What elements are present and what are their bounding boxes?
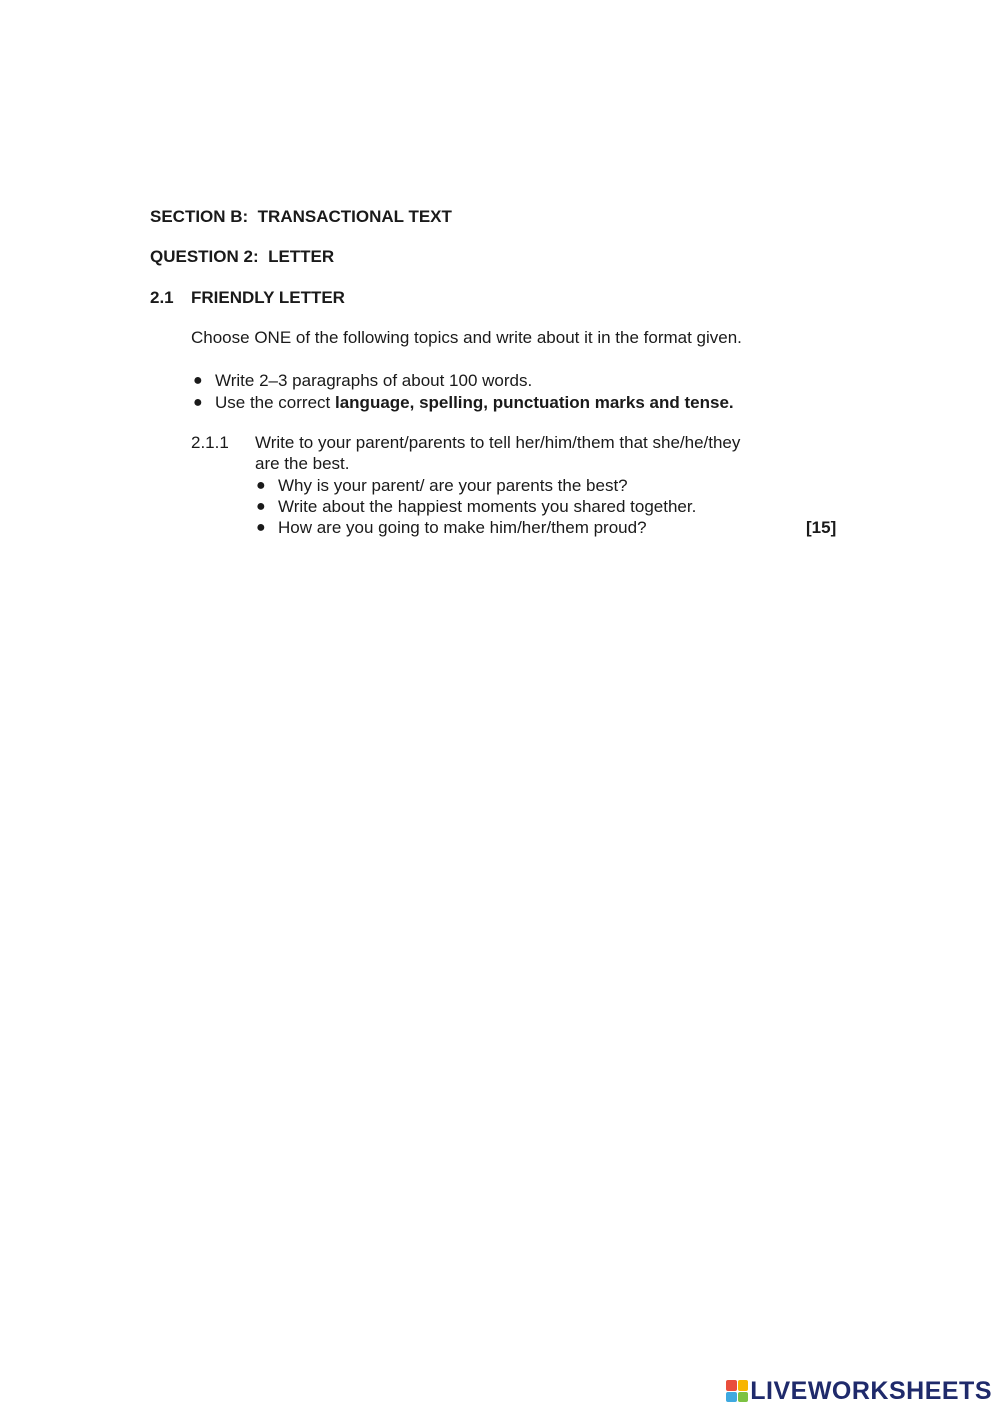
marks-label: [15] <box>806 518 837 537</box>
guideline-item: Write 2–3 paragraphs of about 100 words. <box>215 371 533 390</box>
liveworksheets-icon <box>726 1380 748 1402</box>
topic-prompt: How are you going to make him/her/them proud? <box>278 518 647 537</box>
bullet-icon: ● <box>256 498 266 515</box>
instruction-text: Choose ONE of the following topics and write about it in the format given. <box>191 328 742 347</box>
topic-number: 2.1.1 <box>191 433 229 452</box>
section-title: SECTION B: TRANSACTIONAL TEXT <box>150 207 452 226</box>
liveworksheets-brand: LIVEWORKSHEETS <box>750 1376 992 1405</box>
bullet-icon: ● <box>193 394 203 411</box>
topic-prompt: Why is your parent/ are your parents the best? <box>278 476 628 495</box>
subsection-number: 2.1 <box>150 288 174 307</box>
topic-line-2: are the best. <box>255 454 350 473</box>
topic-line-1: Write to your parent/parents to tell her/him/them that she/he/they <box>255 433 741 452</box>
bullet-icon: ● <box>193 372 203 389</box>
topic-prompt: Write about the happiest moments you shared together. <box>278 497 697 516</box>
subsection-title: FRIENDLY LETTER <box>191 288 345 307</box>
guideline-plain-text: Use the correct <box>215 393 335 412</box>
bullet-icon: ● <box>256 519 266 536</box>
guideline-bold-text: language, spelling, punctuation marks and tense. <box>335 393 734 412</box>
question-title: QUESTION 2: LETTER <box>150 247 335 266</box>
guideline-item <box>215 393 734 413</box>
bullet-icon: ● <box>256 477 266 494</box>
liveworksheets-logo <box>726 1378 992 1404</box>
